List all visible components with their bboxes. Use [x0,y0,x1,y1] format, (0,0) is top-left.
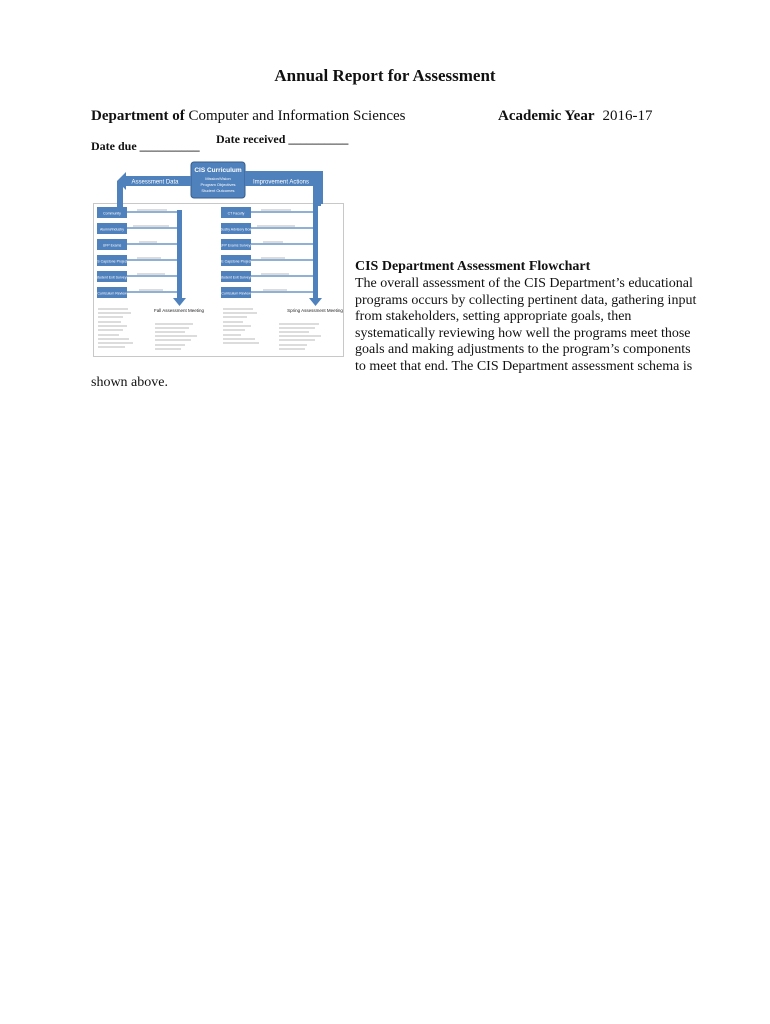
department-name: Computer and Information Sciences [188,108,406,124]
left-connector [117,181,123,207]
left-meeting-label: Fall Assessment Meeting [153,308,205,313]
right-connector [313,180,321,206]
academic-year-label: Academic Year [498,108,595,124]
left-vertical-bar [177,210,182,298]
right-box-1-label: CT Faculty [227,211,245,216]
left-banner-label: Assessment Data [131,179,179,186]
section-line-4: systematically reviewing how well the programs meet those [355,325,691,341]
section-tail: shown above. [91,375,168,390]
section-line-5: goals and making adjustments to the program’s components [355,342,691,357]
right-box-5-label: Student Exit Surveys [219,275,253,280]
center-box-line-2: Program Objectives [200,182,236,187]
left-box-1-label: Community [103,211,121,216]
date-received-field: Date received __________ [216,132,349,146]
academic-year-value: 2016-17 [602,108,653,124]
right-banner-label: Improvement Actions [252,179,310,186]
section-line-1: The overall assessment of the CIS Department’s educational [355,276,693,291]
department-line [91,108,406,125]
left-box-6-label: Curriculum Review [97,291,127,296]
date-due-field: Date due __________ [91,139,200,153]
center-box-title: CIS Curriculum [194,167,242,174]
department-label: Department of [91,108,185,124]
flowchart-svg [93,160,345,358]
flowchart-frame [94,204,344,357]
section-line-3: from stakeholders, setting appropriate goals, then [355,309,632,324]
right-box-6-label: Curriculum Review [221,291,251,296]
left-box-5-label: Student Exit Surveys [95,275,129,280]
right-box-4-label: CE Capstone Projects [218,259,254,264]
right-box-2-label: Industry Advisory Board [217,227,255,232]
assessment-flowchart-figure [93,160,345,358]
section-line-2: programs occurs by collecting pertinent data, gathering input [355,292,697,308]
left-box-4-label: CS Capstone Projects [94,259,130,264]
right-meeting-label: Spring Assessment Meeting [287,308,343,313]
section-heading: CIS Department Assessment Flowchart [355,259,591,274]
left-box-3-label: UFP Exams [102,243,122,248]
center-box-line-3: Student Outcomes [201,188,235,193]
academic-year-line [498,108,653,125]
left-box-2-label: Alumni/Industry [99,227,125,232]
center-box-line-1: Mission/Vision [205,176,231,181]
right-vertical-bar [313,204,318,298]
section-line-6: to meet that end. The CIS Department assessment schema is [355,358,693,374]
page-title: Annual Report for Assessment [274,66,496,85]
right-box-3-label: UFP Exams Surveys [219,243,253,248]
